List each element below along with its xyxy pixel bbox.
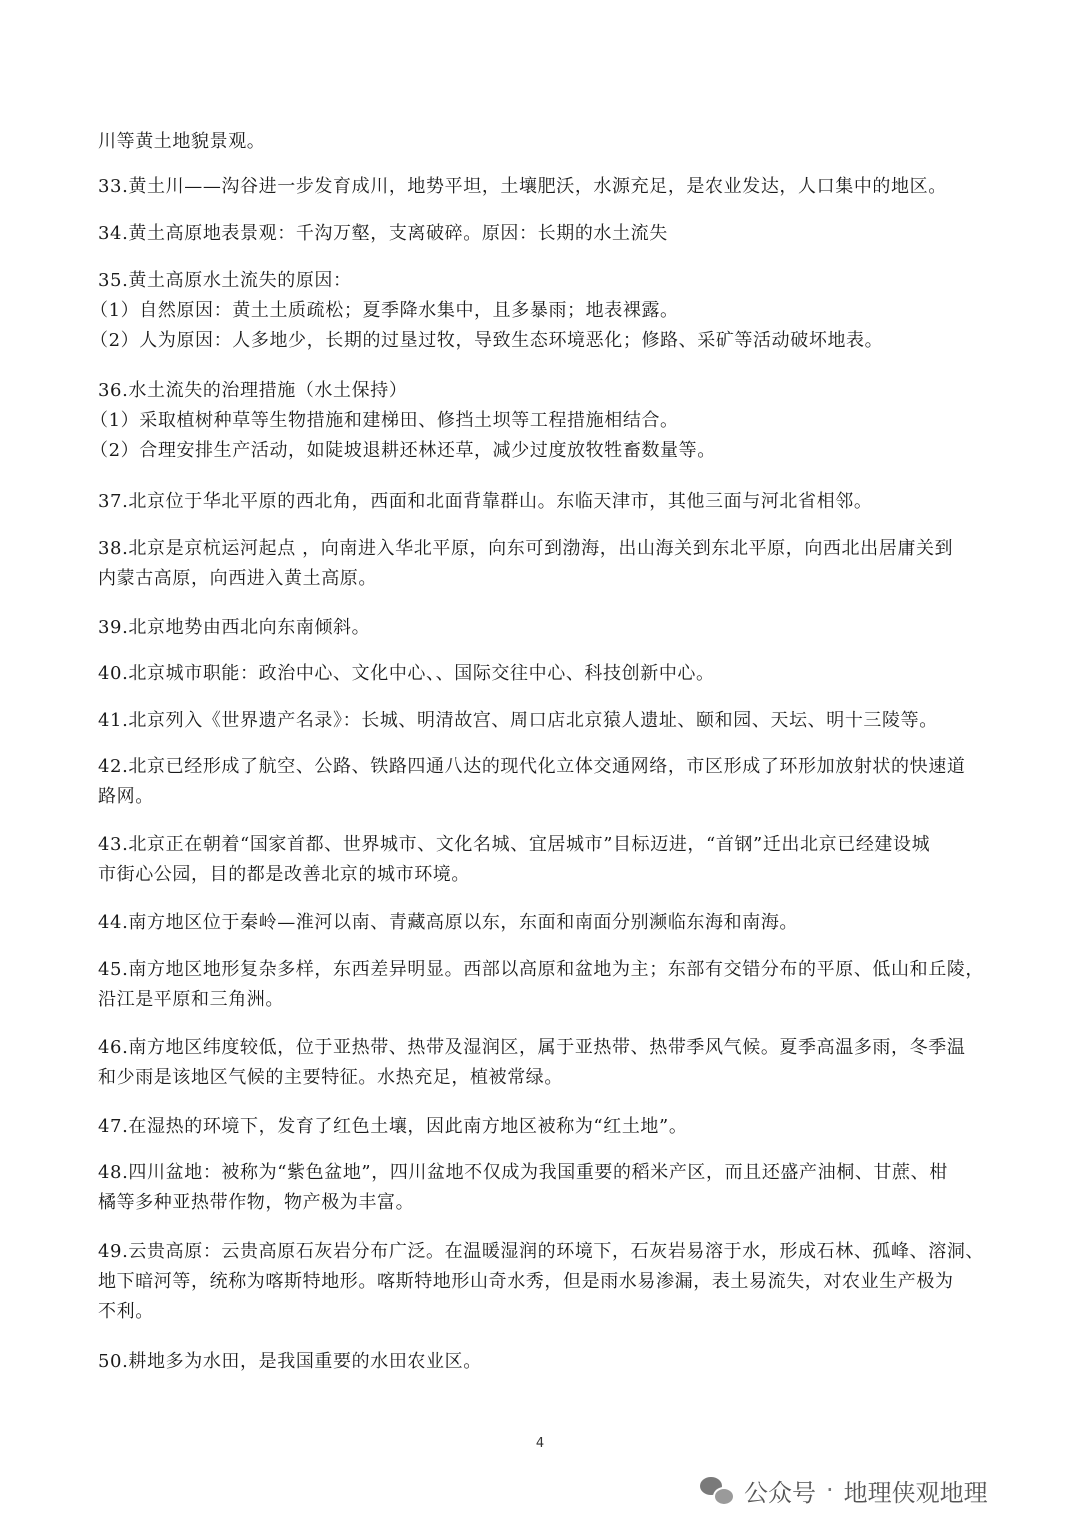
text-line: 路网。 <box>98 786 154 807</box>
watermark-account: 地理侠观地理 <box>843 1478 988 1507</box>
text-line: 33.黄土川——沟谷进一步发育成川，地势平坦，土壤肥沃，水源充足，是农业发达，人口集中的地区。 <box>98 176 947 197</box>
text-line: 39.北京地势由西北向东南倾斜。 <box>98 617 371 638</box>
paragraph-43 <box>98 830 998 890</box>
text-line: 49.云贵高原：云贵高原石灰岩分布广泛。在温暖湿润的环境下，石灰岩易溶于水，形成石林、孤峰、溶洞、 <box>98 1241 985 1262</box>
paragraph-34 <box>98 219 998 249</box>
paragraph-37 <box>98 487 998 517</box>
text-line: 42.北京已经形成了航空、公路、铁路四通八达的现代化立体交通网络，市区形成了环形加放射状的快速道 <box>98 756 966 777</box>
wechat-watermark <box>700 1468 988 1512</box>
paragraph-35 <box>90 266 998 356</box>
text-line: 沿江是平原和三角洲。 <box>98 989 284 1010</box>
text-line: 不利。 <box>98 1301 154 1322</box>
text-line: 橘等多种亚热带作物，物产极为丰富。 <box>98 1192 415 1213</box>
text-line: 40.北京城市职能：政治中心、文化中心、、国际交往中心、科技创新中心。 <box>98 663 715 684</box>
paragraph-49 <box>98 1237 998 1327</box>
paragraph-48 <box>98 1158 998 1218</box>
paragraph-40 <box>98 659 998 689</box>
paragraph-41 <box>98 706 998 736</box>
text-line: 35.黄土高原水土流失的原因： <box>98 270 352 291</box>
text-line: 川等黄土地貌景观。 <box>98 131 266 152</box>
text-line: 43.北京正在朝着“国家首都、世界城市、文化名城、宜居城市”目标迈进，“首钢”迁出北京已经建设城 <box>98 834 931 855</box>
wechat-icon <box>700 1475 734 1505</box>
text-line: 46.南方地区纬度较低，位于亚热带、热带及湿润区，属于亚热带、热带季风气候。夏季高温多雨，冬季温 <box>98 1037 966 1058</box>
paragraph-36 <box>90 376 998 466</box>
text-line: 和少雨是该地区气候的主要特征。水热充足，植被常绿。 <box>98 1067 563 1088</box>
paragraph-50 <box>98 1347 998 1377</box>
text-line: 内蒙古高原，向西进入黄土高原。 <box>98 568 377 589</box>
text-line: 34.黄土高原地表景观：千沟万壑，支离破碎。原因：长期的水土流失 <box>98 223 668 244</box>
text-line: 44.南方地区位于秦岭—淮河以南、青藏高原以东，东面和南面分别濒临东海和南海。 <box>98 912 799 933</box>
text-line: 45.南方地区地形复杂多样，东西差异明显。西部以高原和盆地为主；东部有交错分布的平原、低山和丘陵， <box>98 959 985 980</box>
text-line: 38.北京是京杭运河起点 ，向南进入华北平原，向东可到渤海，出山海关到东北平原，向西北出居庸关到 <box>98 538 954 559</box>
text-line: 市街心公园，目的都是改善北京的城市环境。 <box>98 864 470 885</box>
paragraph-42 <box>98 752 998 812</box>
paragraph-39 <box>98 613 998 643</box>
paragraph-46 <box>98 1033 998 1093</box>
text-line: 48.四川盆地：被称为“紫色盆地”，四川盆地不仅成为我国重要的稻米产区，而且还盛产油桐、甘蔗、柑 <box>98 1162 948 1183</box>
text-line: 47.在湿热的环境下，发育了红色土壤，因此南方地区被称为“红土地”。 <box>98 1116 688 1137</box>
text-line: （1）采取植树种草等生物措施和建梯田、修挡土坝等工程措施相结合。 <box>90 410 679 431</box>
text-line: 地下暗河等，统称为喀斯特地形。喀斯特地形山奇水秀，但是雨水易渗漏，表土易流失，对农业生产极为 <box>98 1271 954 1292</box>
text-line: 36.水土流失的治理措施（水土保持） <box>98 380 408 401</box>
paragraph-45 <box>98 955 998 1015</box>
watermark-separator: · <box>826 1476 834 1504</box>
paragraph-38 <box>98 534 998 594</box>
paragraph-33 <box>98 172 998 202</box>
text-line: 41.北京列入《世界遗产名录》：长城、明清故宫、周口店北京猿人遗址、颐和园、天坛、明十三陵等。 <box>98 710 938 731</box>
text-line: 50.耕地多为水田，是我国重要的水田农业区。 <box>98 1351 482 1372</box>
paragraph-32-end <box>98 127 998 157</box>
paragraph-44 <box>98 908 998 938</box>
text-line: （1）自然原因：黄土土质疏松；夏季降水集中，且多暴雨；地表裸露。 <box>90 300 679 321</box>
page-number: 4 <box>535 1436 545 1451</box>
text-line: （2）合理安排生产活动，如陡坡退耕还林还草，减少过度放牧牲畜数量等。 <box>90 440 716 461</box>
watermark-label: 公众号 <box>744 1478 816 1507</box>
text-line: （2）人为原因：人多地少，长期的过垦过牧，导致生态环境恶化；修路、采矿等活动破坏地表。 <box>90 330 884 351</box>
paragraph-47 <box>98 1112 998 1142</box>
text-line: 37.北京位于华北平原的西北角，西面和北面背靠群山。东临天津市，其他三面与河北省相邻。 <box>98 491 873 512</box>
